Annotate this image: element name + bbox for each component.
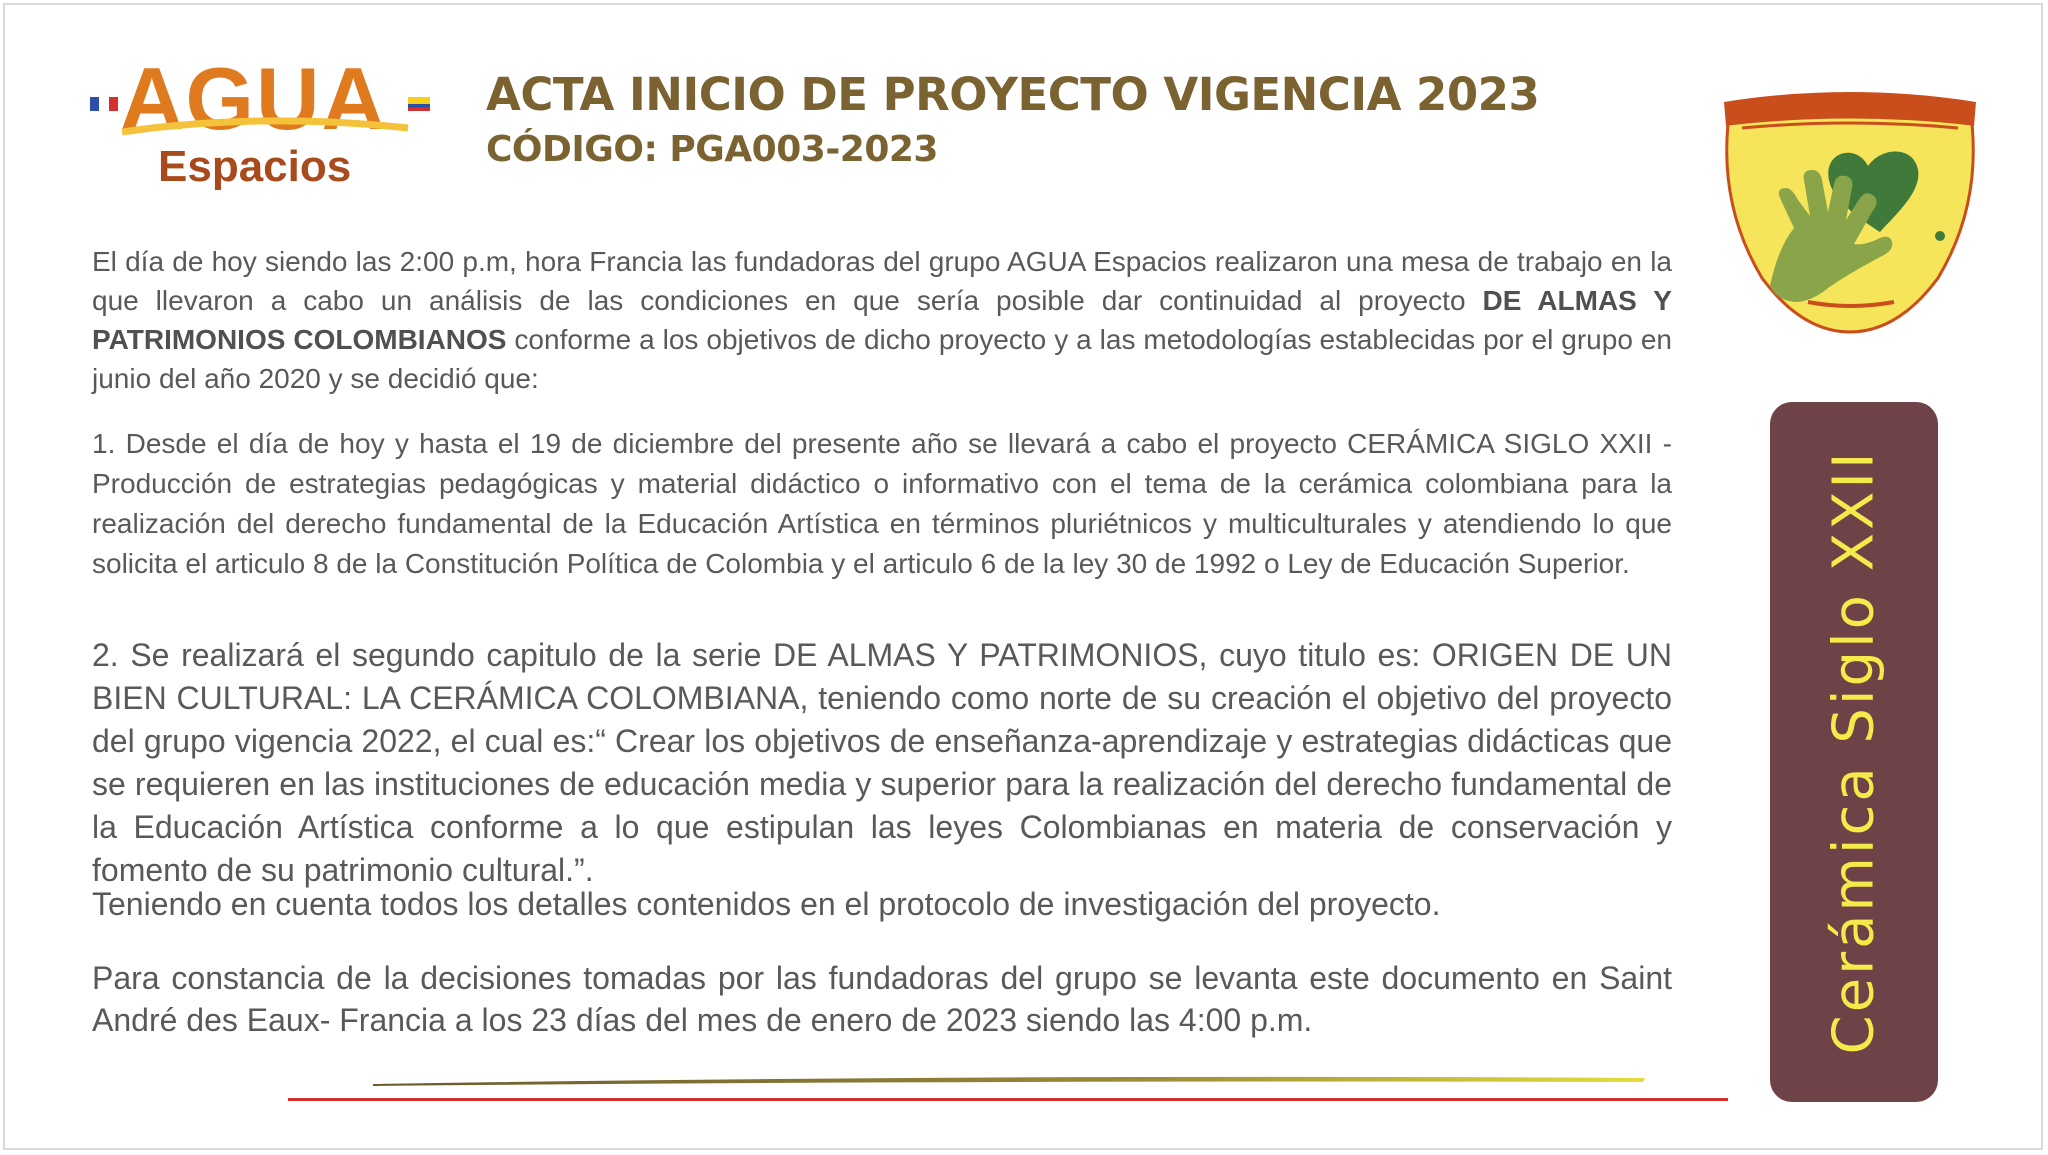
item-2-text: 2. Se realizará el segundo capitulo de la serie DE ALMAS Y PATRIMONIOS, cuyo titulo es: ORIGEN DE UN BIEN CULTURAL: LA CERÁMICA COLOMBIANA, teniendo como norte de su creación el objetivo del proyecto del grupo vigencia 2022, el cual es:“ Crear los objetivos de enseñanza-aprendizaje y estrategias didácticas que se requieren en las instituciones de educación media y superior para la realización del derecho fundamental de la Educación Artística conforme a lo que estipulan las leyes Colombianas en materia de conservación y fomento de su patrimonio cultural.”.: [92, 637, 1672, 888]
colombia-flag-icon: [408, 97, 430, 111]
item-1-text: 1. Desde el día de hoy y hasta el 19 de diciembre del presente año se llevará a cabo el proyecto CERÁMICA SIGLO XXII - Producción de estrategias pedagógicas y material didáctico o informativo con el tema de la cerámica colombiana para la realización del derecho fundamental de la Educación Artística en términos pluriétnicos y multiculturales y atendiendo lo que solicita el articulo 8 de la Constitución Política de Colombia y el articulo 6 de la ley 30 de 1992 o Ley de Educación Superior.: [92, 428, 1672, 579]
france-flag-icon: [90, 97, 118, 111]
paragraph-intro: [92, 242, 1672, 398]
paragraph-item-2: [92, 634, 1672, 892]
logo-subtitle: Espacios: [158, 142, 352, 191]
project-name-bold: DE ALMAS Y PATRIMONIOS COLOMBIANOS: [92, 285, 1672, 355]
bottom-decorative-lines: [285, 1072, 1735, 1102]
side-label-panel: [1770, 402, 1938, 1102]
paragraph-closing: [92, 957, 1672, 1041]
ceramic-pot-hand-heart-icon: [1718, 88, 1982, 336]
note-text: Teniendo en cuenta todos los detalles contenidos en el protocolo de investigación del proyecto.: [92, 886, 1441, 922]
intro-text-end: conforme a los objetivos de dicho proyecto y a las metodologías establecidas por el grupo en junio del año 2020 y se decidió que:: [92, 324, 1672, 394]
paragraph-note: [92, 883, 1672, 925]
agua-espacios-logo: [90, 49, 430, 195]
closing-text: Para constancia de la decisiones tomadas por las fundadoras del grupo se levanta este documento en Saint André des Eaux- Francia a los 23 días del mes de enero de 2023 siendo las 4:00 p.m.: [92, 960, 1672, 1038]
intro-text: El día de hoy siendo las 2:00 p.m, hora Francia las fundadoras del grupo AGUA Espacios realizaron una mesa de trabajo en la que llevaron a cabo un análisis de las condiciones en que sería posible dar continuidad al proyecto: [92, 246, 1672, 316]
paragraph-item-1: [92, 424, 1672, 584]
side-label-text: Cerámica Siglo XXII: [1821, 449, 1887, 1055]
logo-word: AGUA: [120, 49, 388, 148]
document-code: CÓDIGO: PGA003-2023: [486, 129, 938, 170]
document-title: ACTA INICIO DE PROYECTO VIGENCIA 2023: [486, 68, 1540, 121]
